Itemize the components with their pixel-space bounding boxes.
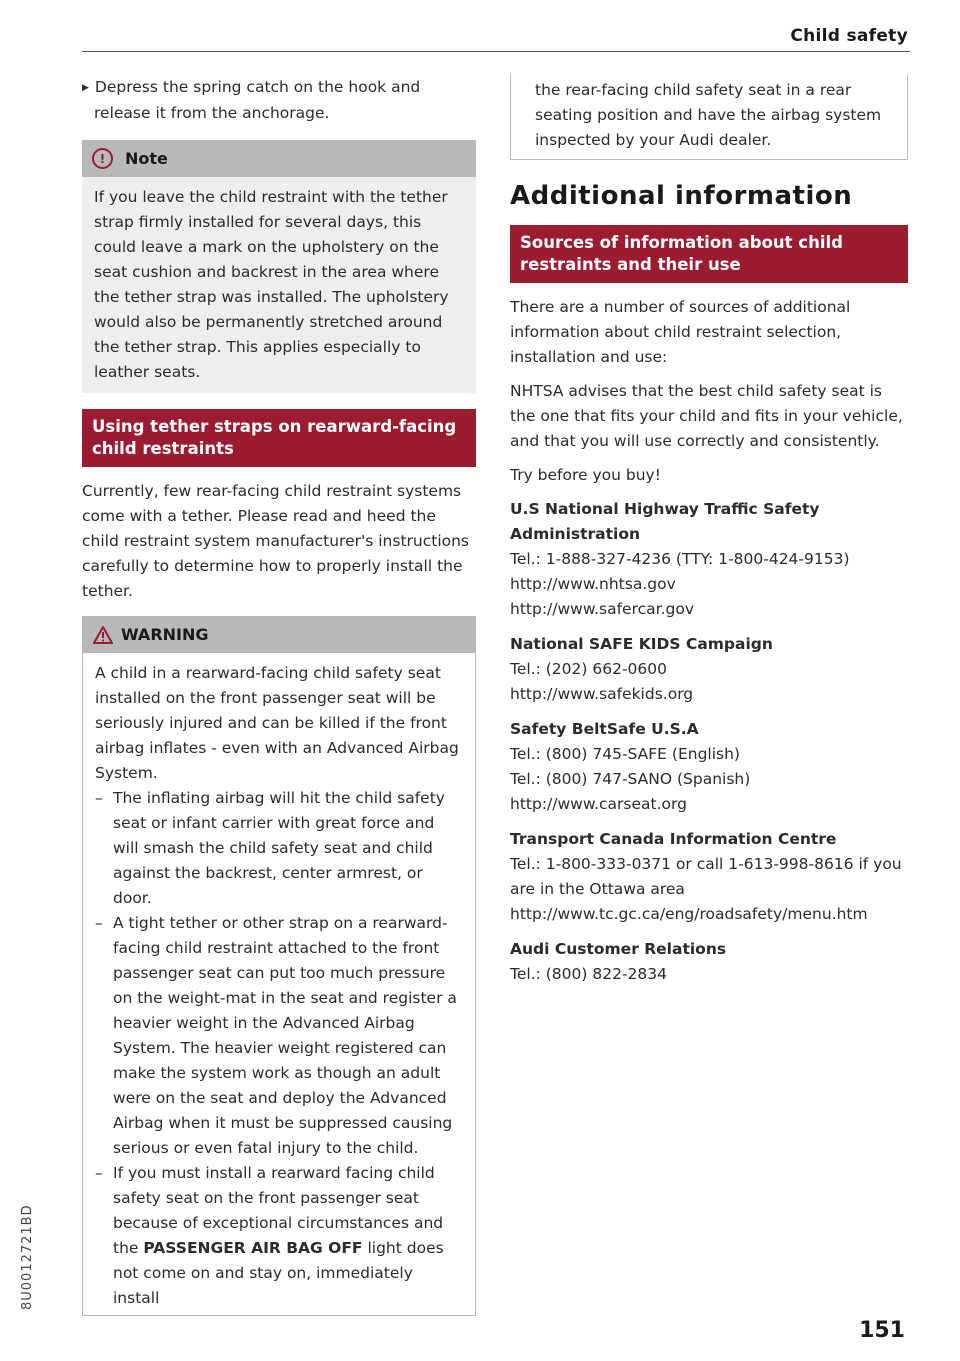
warning-box bbox=[82, 616, 476, 1316]
warning-body bbox=[83, 653, 475, 1315]
warning-header bbox=[83, 616, 475, 653]
contact-link[interactable]: http://www.nhtsa.gov bbox=[510, 575, 676, 593]
contact-line: Tel.: 1-800-333-0371 or call 1-613-998-8616 if you are in the Ottawa area bbox=[510, 855, 902, 898]
section-title-tether-rearward: Using tether straps on rearward-facing child restraints bbox=[82, 409, 476, 467]
note-body: If you leave the child restraint with the tether strap firmly installed for several days, this could leave a mark on the upholstery on the seat cushion and backrest in the area where the tether strap was installed. The upholstery would also be permanently stretched around the tether strap. This applies especially to leather seats. bbox=[94, 188, 449, 381]
contact-line: Tel.: 1-888-327-4236 (TTY: 1-800-424-9153) bbox=[510, 550, 850, 568]
contact-entry bbox=[510, 827, 908, 927]
note-box bbox=[82, 140, 476, 393]
contact-link[interactable]: http://www.safercar.gov bbox=[510, 600, 695, 618]
right-column bbox=[510, 75, 908, 997]
warning-triangle-icon bbox=[93, 626, 113, 644]
warning-title: WARNING bbox=[121, 625, 209, 644]
passenger-airbag-off-label: PASSENGER AIR BAG OFF bbox=[143, 1239, 363, 1257]
left-column bbox=[82, 75, 476, 1316]
warning-item-last bbox=[95, 1161, 463, 1311]
contact-line: Tel.: (202) 662-0600 bbox=[510, 660, 667, 678]
instruction-step: ▶ Depress the spring catch on the hook and release it from the anchorage. bbox=[82, 75, 476, 126]
paragraph: Try before you buy! bbox=[510, 466, 661, 484]
paragraph: There are a number of sources of additional information about child restraint selection, installation and use: bbox=[510, 298, 851, 366]
contact-name: Transport Canada Information Centre bbox=[510, 830, 837, 848]
contact-link[interactable]: http://www.tc.gc.ca/eng/roadsafety/menu.htm bbox=[510, 905, 868, 923]
contact-link[interactable]: http://www.carseat.org bbox=[510, 795, 687, 813]
contact-entry bbox=[510, 937, 908, 987]
warning-item: – A tight tether or other strap on a rearward-facing child restraint attached to the front passenger seat can put too much pressure on the weight-mat in the seat and register a heavier weight in the Advanced Airbag System. The heavier weight registered can make the system work as though an adult were on the seat and deploy the Advanced Airbag when it must be suppressed causing serious or even fatal injury to the child. bbox=[95, 911, 463, 1161]
page-number: 151 bbox=[859, 1318, 905, 1343]
warning-item-text: light does not come on and stay on, immediately install bbox=[113, 1239, 444, 1307]
contact-name: U.S National Highway Traffic Safety Administration bbox=[510, 500, 820, 543]
contact-name: National SAFE KIDS Campaign bbox=[510, 635, 773, 653]
note-header bbox=[82, 140, 476, 177]
warning-item-text: If you must install a rearward facing child safety seat on the front passenger seat because of exceptional circumstances and the bbox=[113, 1164, 444, 1257]
contact-line: Tel.: (800) 747-SANO (Spanish) bbox=[510, 770, 751, 788]
warning-item: – The inflating airbag will hit the child safety seat or infant carrier with great force and will smash the child safety seat and child against the backrest, center armrest, or door. bbox=[95, 786, 463, 911]
contact-line: Tel.: (800) 822-2834 bbox=[510, 965, 667, 983]
contact-name: Audi Customer Relations bbox=[510, 940, 727, 958]
document-code: 8U0012721BD bbox=[20, 1204, 35, 1310]
contact-entry bbox=[510, 632, 908, 707]
section-body: Currently, few rear-facing child restraint systems come with a tether. Please read and heed the child restraint system manufacturer's instructions carefully to determine how to properly install the tether. bbox=[82, 482, 470, 600]
contact-line: Tel.: (800) 745-SAFE (English) bbox=[510, 745, 740, 763]
warning-list bbox=[95, 786, 463, 1311]
warning-intro: A child in a rearward-facing child safety seat installed on the front passenger seat will be seriously injured and can be killed if the front airbag inflates - even with an Advanced Airbag System. bbox=[95, 664, 459, 782]
info-exclamation-icon: ! bbox=[92, 148, 113, 169]
warning-continued-box: the rear-facing child safety seat in a rear seating position and have the airbag system inspected by your Audi dealer. bbox=[510, 74, 908, 160]
contact-link[interactable]: http://www.safekids.org bbox=[510, 685, 694, 703]
contact-entry bbox=[510, 497, 908, 622]
header-rule bbox=[82, 51, 910, 52]
page-header-title: Child safety bbox=[790, 26, 908, 46]
section-title-sources: Sources of information about child restraints and their use bbox=[510, 225, 908, 283]
note-title: Note bbox=[125, 149, 168, 168]
paragraph: NHTSA advises that the best child safety seat is the one that fits your child and fits in your vehicle, and that you will use correctly and consistently. bbox=[510, 382, 903, 450]
contact-entry bbox=[510, 717, 908, 817]
contact-name: Safety BeltSafe U.S.A bbox=[510, 720, 699, 738]
heading-additional-information: Additional information bbox=[510, 181, 853, 211]
